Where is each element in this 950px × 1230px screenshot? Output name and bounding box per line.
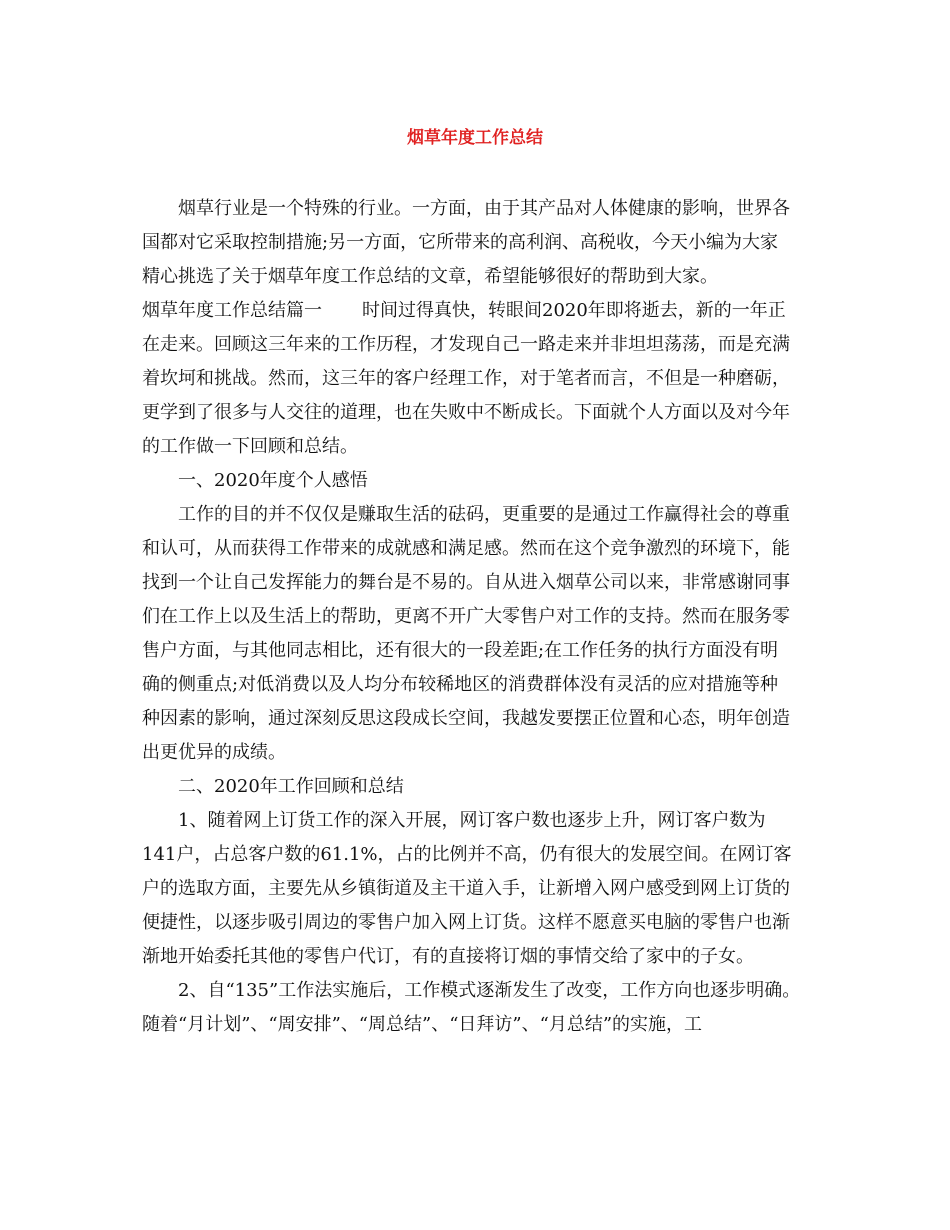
text-line: 们在工作上以及生活上的帮助，更离不开广大零售户对工作的支持。然而在服务零: [142, 606, 790, 627]
text-line: 2、自“135”工作法实施后，工作模式逐渐发生了改变，工作方向也逐步明确。: [178, 980, 801, 1001]
text-line: 烟草行业是一个特殊的行业。一方面，由于其产品对人体健康的影响，世界各: [178, 198, 790, 219]
document-title: 烟草年度工作总结: [407, 128, 543, 148]
text-line: 户的选取方面，主要先从乡镇街道及主干道入手，让新增入网户感受到网上订货的: [142, 878, 790, 899]
text-line: 渐地开始委托其他的零售户代订，有的直接将订烟的事情交给了家中的子女。: [142, 946, 754, 967]
text-line: 141户，占总客户数的61.1%，占的比例并不高，仍有很大的发展空间。在网订客: [142, 844, 792, 865]
text-line: 确的侧重点;对低消费以及人均分布较稀地区的消费群体没有灵活的应对措施等种: [142, 674, 779, 695]
text-line: 精心挑选了关于烟草年度工作总结的文章，希望能够很好的帮助到大家。: [142, 266, 718, 287]
section-heading: 一、2020年度个人感悟: [178, 470, 368, 491]
article-heading: 烟草年度工作总结篇一: [142, 300, 322, 321]
text-line: 随着“月计划”、“周安排”、“周总结”、“日拜访”、“月总结”的实施，工: [142, 1014, 703, 1035]
text-line: 出更优异的成绩。: [142, 742, 286, 763]
text-line: 在走来。回顾这三年来的工作历程，才发现自己一路走来并非坦坦荡荡，而是充满: [142, 334, 790, 355]
text-line: 便捷性，以逐步吸引周边的零售户加入网上订货。这样不愿意买电脑的零售户也渐: [142, 912, 790, 933]
text-line-section-heading: [142, 296, 786, 326]
text-line: 和认可，从而获得工作带来的成就感和满足感。然而在这个竞争激烈的环境下，能: [142, 538, 790, 559]
text-line: 更学到了很多与人交往的道理，也在失败中不断成长。下面就个人方面以及对今年: [142, 402, 790, 423]
section-heading: 二、2020年工作回顾和总结: [178, 776, 404, 797]
text-line: 着坎坷和挑战。然而，这三年的客户经理工作，对于笔者而言，不但是一种磨砺，: [142, 368, 790, 389]
text-line: 工作的目的并不仅仅是赚取生活的砝码，更重要的是通过工作赢得社会的尊重: [178, 504, 790, 525]
text-line: 售户方面，与其他同志相比，还有很大的一段差距;在工作任务的执行方面没有明: [142, 640, 779, 661]
paragraph-start: 时间过得真快，转眼间2020年即将逝去，新的一年正: [362, 300, 786, 321]
text-line: 1、随着网上订货工作的深入开展，网订客户数也逐步上升，网订客户数为: [178, 810, 766, 831]
text-line: 的工作做一下回顾和总结。: [142, 436, 358, 457]
text-line: 国都对它采取控制措施;另一方面，它所带来的高利润、高税收，今天小编为大家: [142, 232, 779, 253]
text-line: 种因素的影响，通过深刻反思这段成长空间，我越发要摆正位置和心态，明年创造: [142, 708, 790, 729]
text-line: 找到一个让自己发挥能力的舞台是不易的。自从进入烟草公司以来，非常感谢同事: [142, 572, 790, 593]
